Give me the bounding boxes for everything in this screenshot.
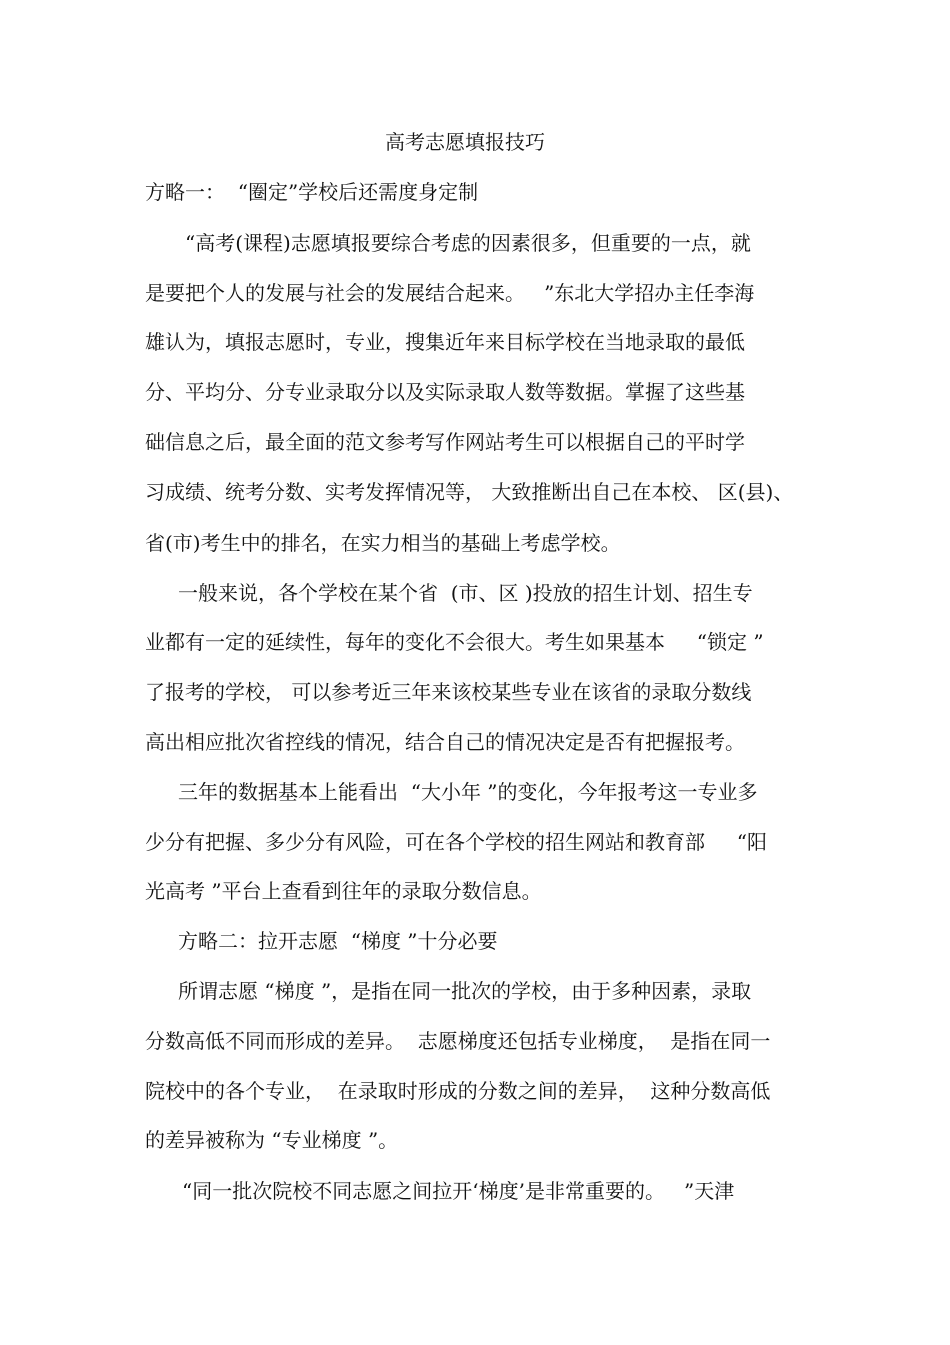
paragraph-line: 了报考的学校， 可以参考近三年来该校某些专业在该省的录取分数线 xyxy=(145,680,752,704)
paragraph-line: 业都有一定的延续性，每年的变化不会很大。考生如果基本 “锁定 ” xyxy=(145,630,764,654)
paragraph-line: 习成绩、统考分数、实考发挥情况等， 大致推断出自己在本校、 区(县)、 xyxy=(145,480,794,504)
paragraph-line: 分数高低不同而形成的差异。 志愿梯度还包括专业梯度， 是指在同一 xyxy=(145,1029,771,1053)
paragraph-line: 础信息之后，最全面的范文参考写作网站考生可以根据自己的平时学 xyxy=(145,430,745,454)
paragraph-line: 省(市)考生中的排名，在实力相当的基础上考虑学校。 xyxy=(145,531,621,555)
paragraph-line: 的差异被称为 “专业梯度 ”。 xyxy=(145,1128,399,1152)
paragraph-line: “高考(课程)志愿填报要综合考虑的因素很多，但重要的一点，就 xyxy=(185,231,751,255)
paragraph-line: 是要把个人的发展与社会的发展结合起来。 ”东北大学招办主任李海 xyxy=(145,281,755,305)
document-title: 高考志愿填报技巧 xyxy=(385,130,545,154)
paragraph-line: 一般来说，各个学校在某个省 (市、区 )投放的招生计划、招生专 xyxy=(178,581,753,605)
paragraph-line: 光高考 ”平台上查看到往年的录取分数信息。 xyxy=(145,879,542,903)
section-heading-2: 方略二：拉开志愿 “梯度 ”十分必要 xyxy=(178,929,498,953)
paragraph-line: 分、平均分、分专业录取分以及实际录取人数等数据。掌握了这些基 xyxy=(145,380,745,404)
paragraph-line: 院校中的各个专业， 在录取时形成的分数之间的差异， 这种分数高低 xyxy=(145,1079,771,1103)
section-heading-1: 方略一： “圈定”学校后还需度身定制 xyxy=(145,180,479,204)
paragraph-line: 雄认为，填报志愿时，专业，搜集近年来目标学校在当地录取的最低 xyxy=(145,330,745,354)
paragraph-line: “同一批次院校不同志愿之间拉开‘梯度’是非常重要的。 ”天津 xyxy=(182,1179,735,1203)
paragraph-line: 高出相应批次省控线的情况，结合自己的情况决定是否有把握报考。 xyxy=(145,730,745,754)
paragraph-line: 三年的数据基本上能看出 “大小年 ”的变化，今年报考这一专业多 xyxy=(178,780,758,804)
paragraph-line: 少分有把握、多少分有风险，可在各个学校的招生网站和教育部 “阳 xyxy=(145,830,768,854)
paragraph-line: 所谓志愿 “梯度 ”，是指在同一批次的学校，由于多种因素，录取 xyxy=(178,979,752,1003)
